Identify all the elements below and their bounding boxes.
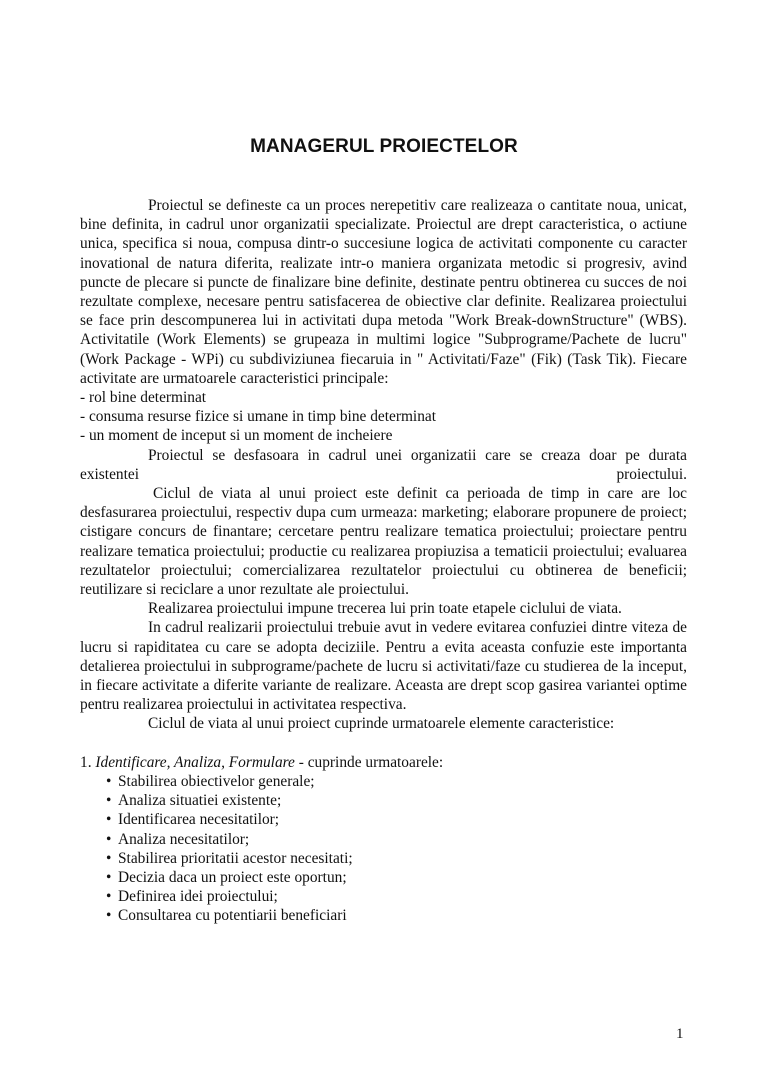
list-item: • Stabilirea prioritatii acestor necesitati; xyxy=(106,849,687,868)
paragraph-project-definition: Proiectul se defineste ca un proces nerepetitiv care realizeaza o cantitate noua, unicat, bine definita, in cadrul unor organizatii specializate. Proiectul are drept caracteristica, o actiune unica, specifica si noua, compusa dintr-o succesiune logica de activitati componente cu caracter inovational de natura diferita, realizate intr-o maniera organizata metodic si progresiv, avind puncte de plecare si puncte de finalizare bine definite, destinate pentru obtinerea cu succes de noi rezultate complexe, necesare pentru satisfacerea de obiective clar definite. Realizarea proiectului se face prin descompunerea lui in activitati dupa metoda "Work Break-downStructure" (WBS). Activitatile (Work Elements) se grupeaza in multimi logice "Subprograme/Pachete de lucru" (Work Package - WPi) cu subdiviziunea fiecaruia in " Activitati/Faze" (Fik) (Task Tik). Fiecare activitate are urmatoarele caracteristici principale: xyxy=(80,197,687,387)
section-1-number: 1. xyxy=(80,753,92,771)
page-title: MANAGERUL PROIECTELOR xyxy=(250,136,518,157)
paragraph-life-cycle-elements: Ciclul de viata al unui proiect cuprinde urmatoarele elemente caracteristice: xyxy=(148,715,615,733)
page-number: 1 xyxy=(676,1026,684,1042)
paragraph-stages: Realizarea proiectului impune trecerea lui prin toate etapele ciclului de viata. xyxy=(148,600,622,618)
paragraph-organization: Proiectul se desfasoara in cadrul unei organizatii care se creaza doar pe durata existentei proiectului. xyxy=(80,446,687,483)
blank-line xyxy=(80,734,687,753)
list-item: • Analiza necesitatilor; xyxy=(106,830,687,849)
section-1-heading xyxy=(80,753,687,772)
paragraph-speed-vs-decisions: In cadrul realizarii proiectului trebuie avut in vedere evitarea confuziei dintre viteza de lucru si rapiditatea cu care se adopta deciziile. Pentru a evita aceasta confuzie este importanta detalierea proiectului in subprograme/pachete de lucru si activitati/faze cu studierea de la inceput, in fiecare activitate a diferite variante de realizare. Aceasta are drept scop gasirea variantei optime pentru realizarea proiectului in activitatea respectiva. xyxy=(80,619,687,714)
list-item: • Analiza situatiei existente; xyxy=(106,791,687,810)
paragraph-life-cycle: Ciclul de viata al unui proiect este definit ca perioada de timp in care are loc desfasurarea proiectului, respectiv dupa cum urmeaza: marketing; elaborare propunere de proiect; cistigare concurs de finantare; cercetare pentru realizare tematica proiectului; proiectare pentru realizare tematica proiectului; productie cu realizarea propiuzisa a tematicii proiectului; evaluarea rezultatelor proiectului; comercializarea rezultatelor proiectului cu obtinerea de beneficii; reutilizare si reciclare a unor rezultate ale proiectului. xyxy=(80,485,687,599)
characteristic-line-1: - rol bine determinat xyxy=(80,389,207,407)
list-item: • Stabilirea obiectivelor generale; xyxy=(106,772,687,791)
section-1-title: Identificare, Analiza, Formulare xyxy=(95,753,295,771)
list-item: • Consultarea cu potentiarii beneficiari xyxy=(106,906,687,925)
document-body xyxy=(80,196,687,926)
section-1-bullet-list xyxy=(80,772,687,926)
list-item: • Identificarea necesitatilor; xyxy=(106,810,687,829)
characteristic-line-2: - consuma resurse fizice si umane in timp bine determinat xyxy=(80,408,437,426)
characteristic-line-3: - un moment de inceput si un moment de incheiere xyxy=(80,427,393,445)
list-item: • Definirea idei proiectului; xyxy=(106,887,687,906)
section-1-suffix: - cuprinde urmatoarele: xyxy=(294,753,444,771)
list-item: • Decizia daca un proiect este oportun; xyxy=(106,868,687,887)
